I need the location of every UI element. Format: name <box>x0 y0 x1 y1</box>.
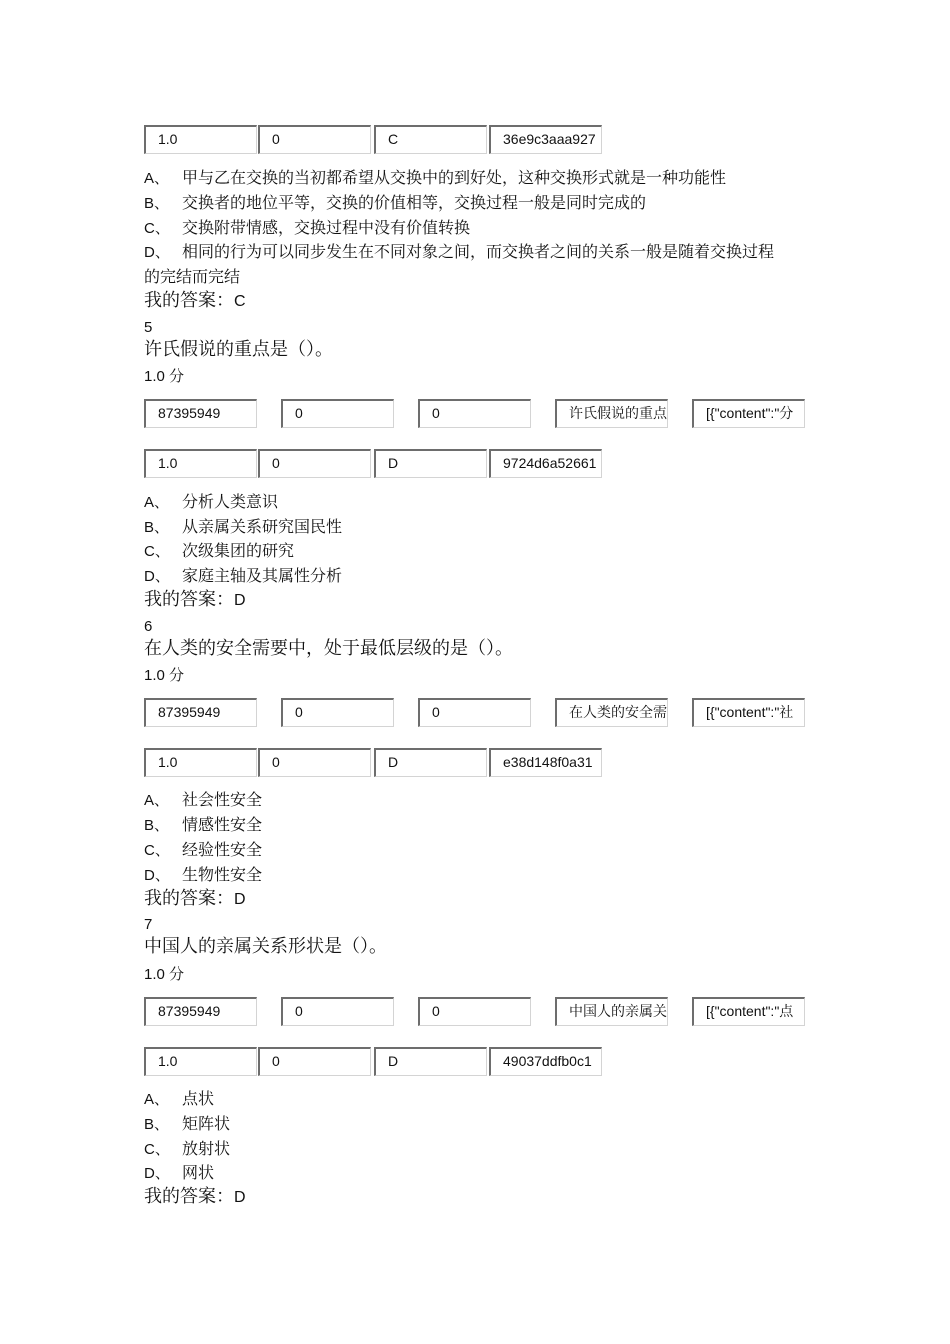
option-text: 次级集团的研究 <box>182 541 295 560</box>
q7-id-field[interactable]: 87395949 <box>144 997 257 1026</box>
q5-option-c[interactable] <box>144 541 294 562</box>
q7-question-text-field[interactable]: 中国人的亲属关 <box>555 997 668 1026</box>
q4-option-d-continued: 的完结而完结 <box>144 267 241 286</box>
q5-score: 1.0 分 <box>144 368 185 385</box>
answer-label: 我的答案： <box>144 290 234 311</box>
q5-id-field[interactable]: 87395949 <box>144 399 257 428</box>
q5-title: 许氏假说的重点是（）。 <box>144 339 333 360</box>
option-text: 点状 <box>182 1089 215 1108</box>
option-letter: A、 <box>144 170 170 187</box>
q6-option-b[interactable] <box>144 815 262 836</box>
option-letter: B、 <box>144 519 170 536</box>
q6-number: 6 <box>144 618 153 635</box>
q7-title: 中国人的亲属关系形状是（）。 <box>144 936 387 957</box>
q7-score: 1.0 分 <box>144 966 185 983</box>
q5-flag-field[interactable]: 0 <box>258 449 371 478</box>
q7-field-3[interactable]: 0 <box>418 997 531 1026</box>
q4-hash-field[interactable]: 36e9c3aaa927 <box>489 125 602 154</box>
q7-correct-answer-field[interactable]: D <box>374 1047 487 1076</box>
option-text: 从亲属关系研究国民性 <box>182 517 343 536</box>
q5-number: 5 <box>144 319 153 336</box>
answer-label: 我的答案： <box>144 1186 234 1207</box>
q7-option-b[interactable] <box>144 1114 230 1135</box>
q4-option-a[interactable] <box>144 168 726 189</box>
q7-number: 7 <box>144 916 153 933</box>
option-letter: A、 <box>144 494 170 511</box>
q7-score-field[interactable]: 1.0 <box>144 1047 257 1076</box>
q7-field-2[interactable]: 0 <box>281 997 394 1026</box>
answer-value: C <box>234 293 246 310</box>
option-text: 分析人类意识 <box>182 492 279 511</box>
q5-my-answer <box>144 588 246 613</box>
q5-options-json-field[interactable]: [{"content":"分 <box>692 399 805 428</box>
option-text: 经验性安全 <box>182 840 263 859</box>
option-letter: D、 <box>144 244 170 261</box>
q6-id-field[interactable]: 87395949 <box>144 698 257 727</box>
option-text: 生物性安全 <box>182 865 263 884</box>
option-text: 社会性安全 <box>182 790 263 809</box>
q7-flag-field[interactable]: 0 <box>258 1047 371 1076</box>
q7-option-a[interactable] <box>144 1089 214 1110</box>
q6-option-d[interactable] <box>144 865 262 886</box>
option-letter: C、 <box>144 842 170 859</box>
option-letter: C、 <box>144 220 170 237</box>
q4-my-answer <box>144 289 246 314</box>
option-text: 交换附带情感，交换过程中没有价值转换 <box>182 218 471 237</box>
q7-option-c[interactable] <box>144 1139 230 1160</box>
option-text: 甲与乙在交换的当初都希望从交换中的到好处，这种交换形式就是一种功能性 <box>182 168 727 187</box>
q4-option-d[interactable] <box>144 242 774 263</box>
q7-option-d[interactable] <box>144 1163 214 1184</box>
answer-label: 我的答案： <box>144 589 234 610</box>
q4-option-c[interactable] <box>144 218 470 239</box>
q6-flag-field[interactable]: 0 <box>258 748 371 777</box>
option-text: 矩阵状 <box>182 1114 231 1133</box>
q7-hash-field[interactable]: 49037ddfb0c1 <box>489 1047 602 1076</box>
q7-my-answer <box>144 1185 246 1210</box>
q5-score-field[interactable]: 1.0 <box>144 449 257 478</box>
option-text: 网状 <box>182 1163 215 1182</box>
option-text: 放射状 <box>182 1139 231 1158</box>
q5-field-2[interactable]: 0 <box>281 399 394 428</box>
q5-question-text-field[interactable]: 许氏假说的重点 <box>555 399 668 428</box>
q6-my-answer <box>144 887 246 912</box>
answer-value: D <box>234 891 246 908</box>
q6-option-c[interactable] <box>144 840 262 861</box>
answer-label: 我的答案： <box>144 888 234 909</box>
q4-correct-answer-field[interactable]: C <box>374 125 487 154</box>
option-letter: C、 <box>144 543 170 560</box>
q6-option-a[interactable] <box>144 790 262 811</box>
q4-option-b[interactable] <box>144 193 646 214</box>
option-letter: A、 <box>144 1091 170 1108</box>
q7-options-json-field[interactable]: [{"content":"点 <box>692 997 805 1026</box>
option-letter: B、 <box>144 1116 170 1133</box>
option-letter: B、 <box>144 195 170 212</box>
option-text: 相同的行为可以同步发生在不同对象之间，而交换者之间的关系一般是随着交换过程 <box>182 242 775 261</box>
q4-score-field[interactable]: 1.0 <box>144 125 257 154</box>
q5-option-b[interactable] <box>144 517 342 538</box>
q5-option-a[interactable] <box>144 492 278 513</box>
q5-option-d[interactable] <box>144 566 342 587</box>
option-letter: C、 <box>144 1141 170 1158</box>
option-letter: A、 <box>144 792 170 809</box>
option-text: 情感性安全 <box>182 815 263 834</box>
q5-correct-answer-field[interactable]: D <box>374 449 487 478</box>
q6-correct-answer-field[interactable]: D <box>374 748 487 777</box>
q6-field-3[interactable]: 0 <box>418 698 531 727</box>
q6-score-field[interactable]: 1.0 <box>144 748 257 777</box>
q6-score: 1.0 分 <box>144 667 185 684</box>
q5-hash-field[interactable]: 9724d6a52661 <box>489 449 602 478</box>
option-letter: D、 <box>144 1165 170 1182</box>
q6-hash-field[interactable]: e38d148f0a31 <box>489 748 602 777</box>
option-text: 家庭主轴及其属性分析 <box>182 566 343 585</box>
option-letter: D、 <box>144 867 170 884</box>
answer-value: D <box>234 592 246 609</box>
q6-title: 在人类的安全需要中，处于最低层级的是（）。 <box>144 638 513 659</box>
q4-flag-field[interactable]: 0 <box>258 125 371 154</box>
option-letter: B、 <box>144 817 170 834</box>
option-text: 交换者的地位平等，交换的价值相等，交换过程一般是同时完成的 <box>182 193 647 212</box>
q5-field-3[interactable]: 0 <box>418 399 531 428</box>
q6-options-json-field[interactable]: [{"content":"社 <box>692 698 805 727</box>
answer-value: D <box>234 1189 246 1206</box>
q6-field-2[interactable]: 0 <box>281 698 394 727</box>
option-letter: D、 <box>144 568 170 585</box>
q6-question-text-field[interactable]: 在人类的安全需 <box>555 698 668 727</box>
